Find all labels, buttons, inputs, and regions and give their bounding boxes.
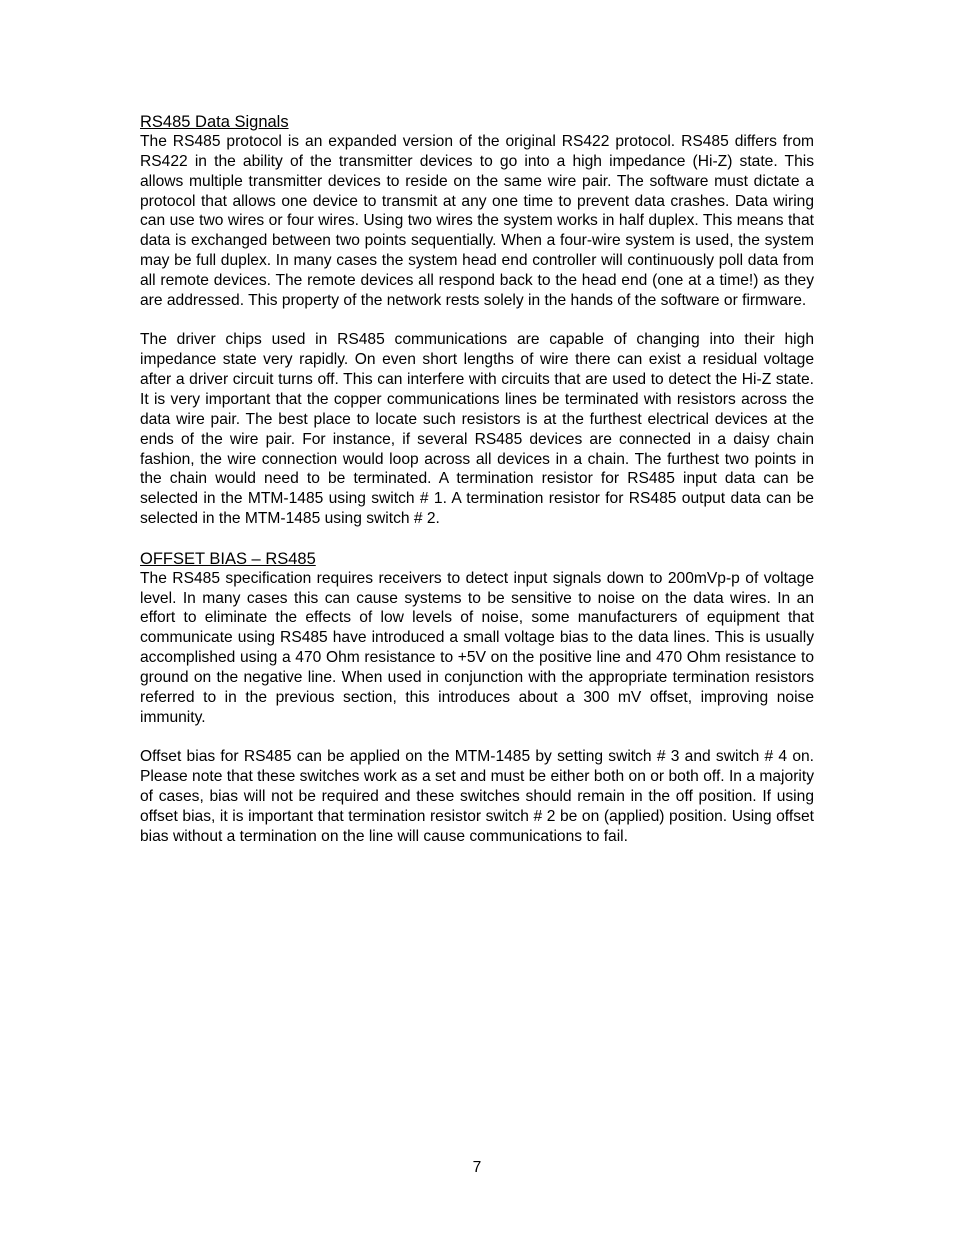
document-page-content <box>140 112 814 847</box>
section-heading-offset-bias: OFFSET BIAS – RS485 <box>140 549 316 568</box>
page-number: 7 <box>472 1159 482 1176</box>
paragraph-driver-chips: The driver chips used in RS485 communications are capable of changing into their high impedance state very rapidly. On even short lengths of wire there can exist a residual voltage after a driver circuit turns off. This can interfere with circuits that are used to detect the Hi-Z state. It is very important that the copper communications lines be terminated with resistors across the data wire pair. The best place to locate such resistors is at the furthest electrical devices at the ends of the wire pair. For instance, if several RS485 devices are connected in a daisy chain fashion, the wire connection would loop across all devices in a chain. The furthest two points in the chain would need to be terminated. A termination resistor for RS485 input data can be selected in the MTM-1485 using switch # 1. A termination resistor for RS485 output data can be selected in the MTM-1485 using switch # 2. <box>140 331 814 528</box>
paragraph-rs485-specification: The RS485 specification requires receivers to detect input signals down to 200mVp-p of voltage level. In many cases this can cause systems to be sensitive to noise on the data wires. In an effort to eliminate the effects of low levels of noise, some manufacturers of equipment that communicate using RS485 have introduced a small voltage bias to the data lines. This is usually accomplished using a 470 Ohm resistance to +5V on the positive line and 470 Ohm resistance to ground on the negative line. When used in conjunction with the appropriate termination resistors referred to in the previous section, this introduces about a 300 mV offset, improving noise immunity. <box>140 569 814 726</box>
paragraph-offset-bias-switches: Offset bias for RS485 can be applied on the MTM-1485 by setting switch # 3 and switch # 4 on. Please note that these switches work as a set and must be either both on or both off. In a majority of cases, bias will not be required and these switches should remain in the off position. If using offset bias, it is important that termination resistor switch # 2 be on (applied) position. Using offset bias without a termination on the line will cause communications to fail. <box>140 748 814 845</box>
section-heading-rs485-data-signals: RS485 Data Signals <box>140 113 289 131</box>
paragraph-rs485-protocol: The RS485 protocol is an expanded version of the original RS422 protocol. RS485 differs from RS422 in the ability of the transmitter devices to go into a high impedance (Hi-Z) state. This allows multiple transmitter devices to reside on the same wire pair. The software must dictate a protocol that allows one device to transmit at any one time to prevent data crashes. Data wiring can use two wires or four wires. Using two wires the system works in half duplex. This means that data is exchanged between two points sequentially. When a four-wire system is used, the system may be full duplex. In many cases the system head end controller will continuously poll data from all remote devices. The remote devices all respond back to the head end (one at a time!) as they are addressed. This property of the network rests solely in the hands of the software or firmware. <box>140 133 814 309</box>
